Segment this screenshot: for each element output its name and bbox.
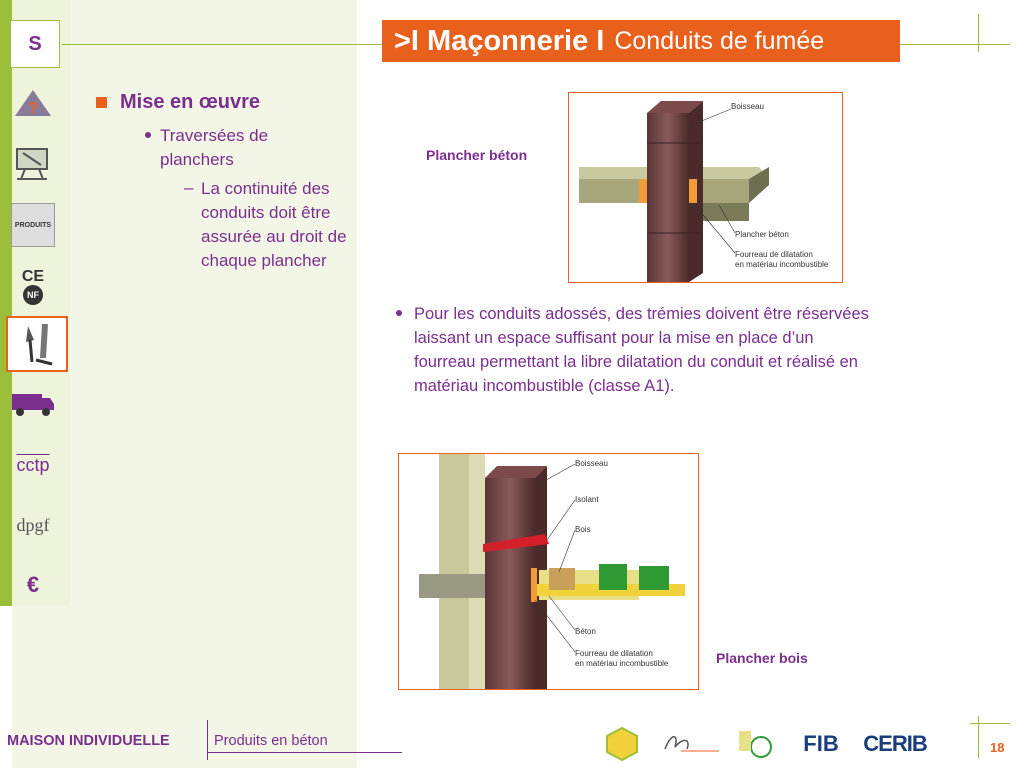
produits-label: PRODUITS [14,221,52,229]
title-main: >I Maçonnerie I [394,24,605,57]
fig1-label-fourreau-1: Fourreau de dilatation [735,250,813,259]
efb-hexagon-icon [606,727,638,761]
fig2-label-boisseau: Boisseau [575,459,608,468]
page-tick [978,716,979,758]
cerpet-logo [660,724,722,764]
cerpet-signature-icon [661,729,721,759]
produits-icon [11,203,55,247]
nav-produits-button[interactable] [8,200,58,250]
fig2-label-fourreau-1: Fourreau de dilatation [575,649,653,658]
dpgf-icon: dpgf [16,514,50,535]
nav-certification-button[interactable] [8,262,58,312]
fig1-label-boisseau: Boisseau [731,102,764,111]
trowel-tools-icon [8,318,66,370]
footer-divider [207,720,208,760]
nav-transport-button[interactable] [8,378,58,428]
svg-text:?: ? [28,100,38,117]
fig1-label-plancher: Plancher béton [735,230,789,239]
ce-nf-icon [22,269,44,305]
cerib-logo-text: CERIB [863,731,927,756]
nav-s-button[interactable] [10,20,60,68]
sub-bullet-text: La continuité des conduits doit être assurée au droit de chaque plancher [201,179,347,270]
header-tick [978,14,979,52]
wood-floor-diagram [399,454,698,689]
bullet-text: Traversées de planchers [160,126,269,169]
nav-help-button[interactable] [8,78,58,128]
dash-marker: – [184,178,194,197]
caption-plancher-bois: Plancher bois [716,650,808,666]
fig2-label-bois: Bois [575,525,591,534]
page-rule [970,723,1010,724]
section-heading: Mise en œuvre [120,91,261,113]
education-logo [735,724,775,764]
figure-plancher-beton [568,92,843,283]
bullet-square-icon [96,97,107,108]
fig2-label-isolant: Isolant [575,495,599,504]
nav-tools-button-active[interactable] [6,316,68,372]
footer-section-title: MAISON INDIVIDUELLE [7,733,170,749]
drafting-board-icon [13,143,53,183]
ce-label: CE [21,268,45,285]
header-rule-right [900,44,1010,45]
fig2-label-beton: Béton [575,627,596,636]
fig1-label-fourreau-2: en matériau incombustible [735,260,829,269]
nf-label: NF [23,285,43,305]
caption-plancher-beton: Plancher béton [426,147,528,163]
nav-cctp-button[interactable] [8,440,58,490]
title-sub: Conduits de fumée [614,26,825,55]
footer-underline [207,752,402,753]
fib-logo [796,724,846,764]
paragraph-text: Pour les conduits adossés, des trémies doivent être réservées laissant un espace suffisant pour la mise en place d’un fourreau permettant la libre dilatation du conduit et réalisé en matériau incombustible (classe A1). [414,305,869,395]
euro-icon: € [26,572,40,597]
education-e-icon [737,727,773,761]
concrete-floor-diagram [569,93,842,282]
bullet-dot-icon [145,132,151,138]
nav-dpgf-button[interactable] [8,500,58,550]
nav-cost-button[interactable] [8,560,58,610]
fig2-label-fourreau-2: en matériau incombustible [575,659,669,668]
cerib-logo [860,724,930,764]
header-rule-left [62,44,382,45]
footer-subtitle: Produits en béton [214,733,328,749]
fib-logo-text: FIB [803,731,839,756]
page-number: 18 [990,740,1005,755]
figure-plancher-bois [398,453,699,690]
bullet-dot-icon [396,310,402,316]
efb-logo [604,724,640,764]
title-banner [382,20,900,62]
nav-s-label: S [28,32,42,55]
help-triangle-icon [13,88,53,118]
cctp-icon: cctp [16,454,50,475]
van-icon [10,388,56,418]
nav-drawing-button[interactable] [8,138,58,188]
